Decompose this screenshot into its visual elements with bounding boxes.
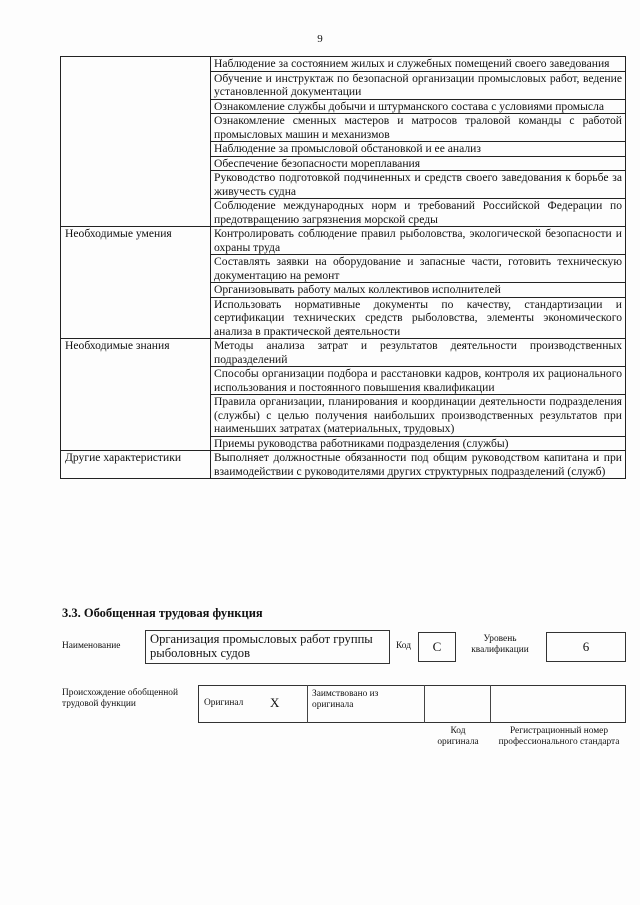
- function-name-box: Организация промысловых работ группы рыболовных судов: [145, 630, 390, 664]
- level-label-line-1: Уровень: [483, 634, 517, 644]
- row-item: Использовать нормативные документы по качеству, стандартизации и сертификации технических средств рыболовства, элементы экономического анализа в практической деятельности: [211, 297, 626, 339]
- level-label: [462, 634, 538, 656]
- row-item: Ознакомление службы добычи и штурманского состава с условиями промысла: [211, 99, 626, 114]
- reg-number-caption: Регистрационный номер профессионального стандарта: [498, 726, 620, 747]
- table-row: [61, 451, 626, 479]
- row-item: Наблюдение за состоянием жилых и служебных помещений своего заведования: [211, 57, 626, 72]
- row-item: Приемы руководства работниками подразделения (службы): [211, 436, 626, 451]
- row-item: Способы организации подбора и расстановки кадров, контроля их рационального использования и постоянного повышения квалификации: [211, 367, 626, 395]
- row-item: Обеспечение безопасности мореплавания: [211, 156, 626, 171]
- origin-divider-3: [490, 685, 491, 723]
- row-item: Методы анализа затрат и результатов деятельности производственных подразделений: [211, 339, 626, 367]
- original-label: Оригинал: [204, 698, 244, 708]
- row-item: Наблюдение за промысловой обстановкой и ее анализ: [211, 142, 626, 157]
- code-original-caption: Код оригинала: [437, 726, 479, 747]
- row-item: Правила организации, планирования и координации деятельности подразделения (службы) с целью получения наибольших производственных результатов при наименьших затратах (материальных, трудовых): [211, 395, 626, 437]
- origin-divider-2: [424, 685, 425, 723]
- row-item: Составлять заявки на оборудование и запасные части, готовить техническую документацию на ремонт: [211, 255, 626, 283]
- labor-function-table: [60, 56, 626, 479]
- row-item: Ознакомление сменных мастеров и матросов траловой команды с работой промысловых машин и механизмов: [211, 114, 626, 142]
- origin-divider-1: [307, 685, 308, 723]
- row-item: Руководство подготовкой подчиненных и средств своего заведования к борьбе за живучесть судна: [211, 171, 626, 199]
- table-row: [61, 339, 626, 367]
- table-row: [61, 227, 626, 255]
- row-item: Выполняет должностные обязанности под общим руководством капитана и при взаимодействии с руководителями других структурных подразделений (служб): [211, 451, 626, 479]
- original-mark: X: [270, 695, 280, 710]
- level-value-box: 6: [546, 632, 626, 662]
- row-category: Другие характеристики: [61, 451, 211, 479]
- level-label-line-2: квалификации: [471, 645, 529, 655]
- row-item: Соблюдение международных норм и требований Российской Федерации по предотвращению загрязнения морской среды: [211, 199, 626, 227]
- page-number: 9: [317, 33, 323, 45]
- row-category: Необходимые знания: [61, 339, 211, 451]
- section-title: 3.3. Обобщенная трудовая функция: [62, 606, 263, 620]
- row-item: Контролировать соблюдение правил рыболовства, экологической безопасности и охраны труда: [211, 227, 626, 255]
- code-label: Код: [396, 641, 411, 651]
- borrowed-label: Заимствовано из оригинала: [312, 689, 379, 710]
- row-category: [61, 57, 211, 227]
- row-item: Обучение и инструктаж по безопасной организации промысловых работ, ведение установленной документации: [211, 71, 626, 99]
- table-row: [61, 57, 626, 72]
- code-value-box: С: [418, 632, 456, 662]
- origin-label: Происхождение обобщенной трудовой функции: [62, 688, 178, 709]
- name-label: Наименование: [62, 641, 121, 651]
- row-category: Необходимые умения: [61, 227, 211, 339]
- row-item: Организовывать работу малых коллективов исполнителей: [211, 283, 626, 298]
